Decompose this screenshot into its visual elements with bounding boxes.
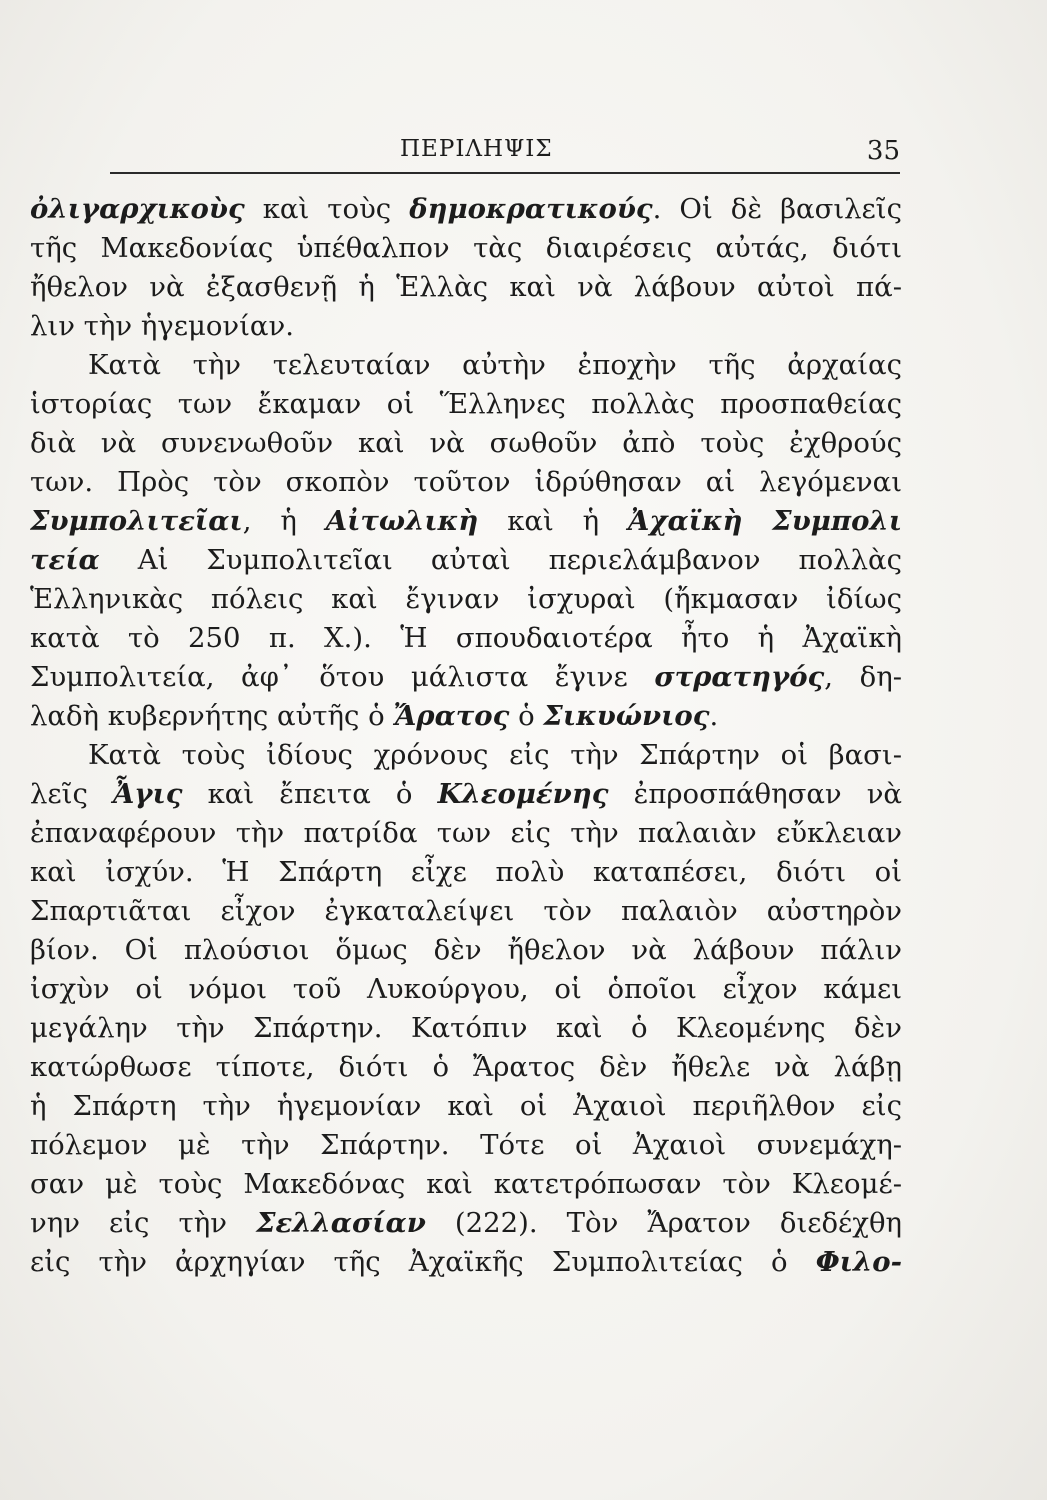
text-run: , ἡ — [242, 505, 326, 537]
emphasized-term: δημοκρατικούς — [409, 193, 653, 225]
text-run: νην εἰς τὴν — [30, 1207, 257, 1239]
emphasized-term: Σικυώνιος — [543, 700, 710, 732]
header-rule — [110, 172, 900, 174]
text-run: . Οἱ δὲ βασιλεῖς — [652, 193, 902, 225]
text-line — [30, 229, 902, 268]
body-text — [30, 190, 902, 1282]
text-line — [30, 1165, 902, 1204]
text-run: . — [709, 700, 719, 732]
text-line — [30, 775, 902, 814]
text-line — [30, 1243, 902, 1282]
text-run: εἰς τὴν ἀρχηγίαν τῆς Ἀχαϊκῆς Συμπολιτείας ὁ — [30, 1246, 816, 1278]
text-line — [30, 1048, 902, 1087]
text-run: πόλεμον μὲ τὴν Σπάρτην. Τότε οἱ Ἀχαιοὶ συνεμάχη- — [30, 1129, 902, 1161]
emphasized-term: Σελλασίαν — [256, 1207, 426, 1239]
text-line — [30, 1204, 902, 1243]
text-run: καὶ ἔπειτα ὁ — [182, 778, 438, 810]
text-line — [30, 658, 902, 697]
text-run: Συμπολιτεία, ἀφ᾽ ὅτου μάλιστα ἔγινε — [30, 661, 655, 693]
text-line — [30, 463, 902, 502]
text-line — [30, 619, 902, 658]
text-run: ὁ — [509, 700, 544, 732]
text-line — [30, 931, 902, 970]
text-run: Κατὰ τοὺς ἰδίους χρόνους εἰς τὴν Σπάρτην οἱ βασι- — [88, 739, 902, 771]
text-line — [30, 541, 902, 580]
text-line — [30, 970, 902, 1009]
text-run: καὶ τοὺς — [244, 193, 410, 225]
text-run: λιν τὴν ἡγεμονίαν. — [30, 310, 294, 342]
text-run: τῆς Μακεδονίας ὑπέθαλπον τὰς διαιρέσεις αὐτάς, διότι — [30, 232, 902, 264]
text-run: μεγάλην τὴν Σπάρτην. Κατόπιν καὶ ὁ Κλεομένης δὲν — [30, 1012, 902, 1044]
text-run: ἤθελον νὰ ἐξασθενῇ ἡ Ἑλλὰς καὶ νὰ λάβουν αὐτοὶ πά- — [30, 271, 902, 303]
text-run: βίον. Οἱ πλούσιοι ὅμως δὲν ἤθελον νὰ λάβουν πάλιν — [30, 934, 902, 966]
page-header — [110, 128, 900, 168]
text-run: Ἑλληνικὰς πόλεις καὶ ἔγιναν ἰσχυραὶ (ἤκμασαν ἰδίως — [30, 583, 902, 615]
text-run: ἐπροσπάθησαν νὰ — [608, 778, 902, 810]
text-run: , δη- — [824, 661, 902, 693]
text-run: ἱστορίας των ἔκαμαν οἱ Ἕλληνες πολλὰς προσπαθείας — [30, 388, 902, 420]
text-run: ἡ Σπάρτη τὴν ἡγεμονίαν καὶ οἱ Ἀχαιοὶ περιῆλθον εἰς — [30, 1090, 902, 1122]
text-line — [30, 853, 902, 892]
text-line — [30, 1009, 902, 1048]
text-run: ἰσχὺν οἱ νόμοι τοῦ Λυκούργου, οἱ ὁποῖοι εἶχον κάμει — [30, 973, 902, 1005]
emphasized-term: Κλεομένης — [437, 778, 609, 810]
text-line — [30, 736, 902, 775]
text-run: καὶ ἡ — [478, 505, 629, 537]
text-run: σαν μὲ τοὺς Μακεδόνας καὶ κατετρόπωσαν τὸν Κλεομέ- — [30, 1168, 902, 1200]
text-run: λεῖς — [30, 778, 113, 810]
text-line — [30, 697, 902, 736]
emphasized-term: Συμπολιτεῖαι — [30, 505, 243, 537]
page-number: 35 — [866, 136, 900, 166]
text-line — [30, 346, 902, 385]
text-line — [30, 892, 902, 931]
text-line — [30, 190, 902, 229]
text-run: καὶ ἰσχύν. Ἡ Σπάρτη εἶχε πολὺ καταπέσει, διότι οἱ — [30, 856, 902, 888]
text-run: κατὰ τὸ 250 π. Χ.). Ἡ σπουδαιοτέρα ἦτο ἡ Ἀχαϊκὴ — [30, 622, 902, 654]
emphasized-term: Ἄρατος — [393, 700, 510, 732]
text-run: κατώρθωσε τίποτε, διότι ὁ Ἄρατος δὲν ἤθελε νὰ λάβῃ — [30, 1051, 902, 1083]
running-title: ΠΕΡΙΛΗΨΙΣ — [400, 136, 553, 162]
emphasized-term: στρατηγός — [654, 661, 825, 693]
emphasized-term: Ἆγις — [112, 778, 183, 810]
emphasized-term: Φιλο- — [815, 1246, 902, 1278]
text-line — [30, 1126, 902, 1165]
text-run: ἐπαναφέρουν τὴν πατρίδα των εἰς τὴν παλαιὰν εὔκλειαν — [30, 817, 902, 849]
text-run: (222). Τὸν Ἄρατον διεδέχθη — [425, 1207, 902, 1239]
text-line — [30, 502, 902, 541]
text-run: των. Πρὸς τὸν σκοπὸν τοῦτον ἱδρύθησαν αἱ λεγόμεναι — [30, 466, 902, 498]
text-line — [30, 1087, 902, 1126]
text-run: διὰ νὰ συνενωθοῦν καὶ νὰ σωθοῦν ἀπὸ τοὺς ἐχθρούς — [30, 427, 902, 459]
text-run: Αἱ Συμπολιτεῖαι αὐταὶ περιελάμβανον πολλὰς — [99, 544, 902, 576]
text-run: Κατὰ τὴν τελευταίαν αὐτὴν ἐποχὴν τῆς ἀρχαίας — [88, 349, 902, 381]
text-run: λαδὴ κυβερνήτης αὐτῆς ὁ — [30, 700, 394, 732]
emphasized-term: Ἀχαϊκὴ Συμπολι — [628, 505, 902, 537]
text-line — [30, 424, 902, 463]
emphasized-term: τεία — [30, 544, 100, 576]
emphasized-term: Αἰτωλικὴ — [325, 505, 479, 537]
text-line — [30, 580, 902, 619]
text-line — [30, 385, 902, 424]
text-run: Σπαρτιᾶται εἶχον ἐγκαταλείψει τὸν παλαιὸν αὐστηρὸν — [30, 895, 902, 927]
text-line — [30, 814, 902, 853]
emphasized-term: ὀλιγαρχικοὺς — [30, 193, 245, 225]
text-line — [30, 268, 902, 307]
text-line — [30, 307, 902, 346]
